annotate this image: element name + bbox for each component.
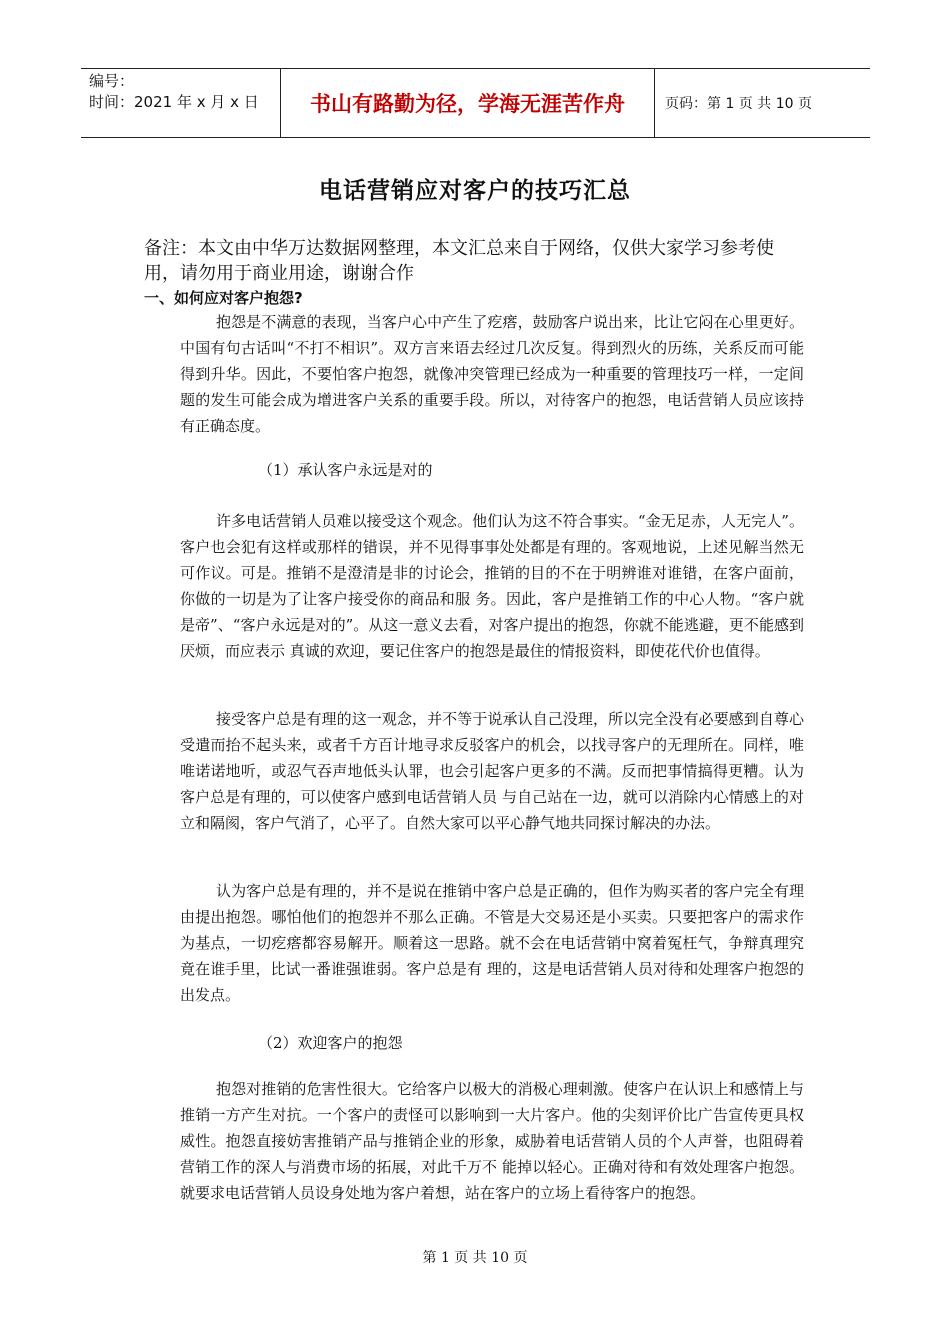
number-label: 编号： bbox=[89, 72, 135, 90]
note-paragraph: 备注：本文由中华万达数据网整理，本文汇总来自于网络，仅供大家学习参考使用，请勿用于商业用途，谢谢合作 bbox=[144, 238, 774, 284]
header-motto: 书山有路勤为径，学海无涯苦作舟 bbox=[281, 69, 655, 137]
subheading-1: （1）承认客户永远是对的 bbox=[258, 461, 433, 479]
header-table bbox=[81, 68, 870, 138]
time-label: 时间：2021 年 x 月 x 日 bbox=[89, 93, 259, 111]
header-meta bbox=[81, 69, 281, 137]
paragraph-2: 许多电话营销人员难以接受这个观念。他们认为这不符合事实。“金无足赤，人无完人”。客户也会犯有这样或那样的错误，并不见得事事处处都是有理的。客观地说，上述见解当然无可作议。可是。推销不是澄清是非的讨论会，推销的目的不在于明辨谁对谁错，在客户面前，你做的一切是为了让客户接受你的商品和服 务。因此，客户是推销工作的中心人物。“客户就是帝”、“客户永远是对的”。从这一意义去看，对客户提出的抱怨，你就不能逃避，更不能感到厌烦，而应表示 真诚的欢迎，要记住客户的抱怨是最住的情报资料，即使花代价也值得。 bbox=[180, 512, 804, 660]
section-heading: 一、如何应对客户抱怨? bbox=[144, 289, 303, 307]
header-page-info: 页码：第 1 页 共 10 页 bbox=[665, 96, 812, 112]
document-title: 电话营销应对客户的技巧汇总 bbox=[319, 178, 631, 204]
paragraph-5: 抱怨对推销的危害性很大。它给客户以极大的消极心理刺激。使客户在认识上和感情上与推销一方产生对抗。一个客户的责怪可以影响到一大片客户。他的尖刻评价比广告宣传更具权威性。抱怨直接妨害推销产品与推销企业的形象，威胁着电话营销人员的个人声誉，也阻碍着营销工作的深人与消费市场的拓展，对此千万不 能掉以轻心。正确对待和有效处理客户抱怨。就要求电话营销人员设身处地为客户着想，站在客户的立场上看待客户的抱怨。 bbox=[180, 1080, 804, 1202]
paragraph-3: 接受客户总是有理的这一观念，并不等于说承认自己没理，所以完全没有必要感到自尊心受遣而抬不起头来，或者千方百计地寻求反驳客户的机会，以找寻客户的无理所在。同样，唯唯诺诺地听，或忍气吞声地低头认罪，也会引起客户更多的不满。反而把事情搞得更糟。认为客户总是有理的，可以使客户感到电话营销人员 与自己站在一边，就可以消除内心情感上的对立和隔阂，客户气消了，心平了。自然大家可以平心静气地共同探讨解决的办法。 bbox=[180, 710, 804, 832]
paragraph-4: 认为客户总是有理的，并不是说在推销中客户总是正确的，但作为购买者的客户完全有理由提出抱怨。哪怕他们的抱怨并不那么正确。不管是大交易还是小买卖。只要把客户的需求作为基点，一切疙瘩都容易解开。顺着这一思路。就不会在电话营销中窝着冤枉气，争辩真理究竟在谁手里，比试一番谁强谁弱。客户总是有 理的，这是电话营销人员对待和处理客户抱怨的出发点。 bbox=[180, 882, 804, 1004]
page-footer: 第 1 页 共 10 页 bbox=[422, 1250, 528, 1266]
paragraph-1: 抱怨是不满意的表现，当客户心中产生了疙瘩，鼓励客户说出来，比让它闷在心里更好。中国有句古话叫“不打不相识”。双方言来语去经过几次反复。得到烈火的历练，关系反而可能得到升华。因此，不要怕客户抱怨，就像冲突管理已经成为一种重要的管理技巧一样，一定间题的发生可能会成为增进客户关系的重要手段。所以，对待客户的抱怨，电话营销人员应该持有正确态度。 bbox=[180, 313, 804, 435]
subheading-2: （2）欢迎客户的抱怨 bbox=[258, 1034, 403, 1052]
